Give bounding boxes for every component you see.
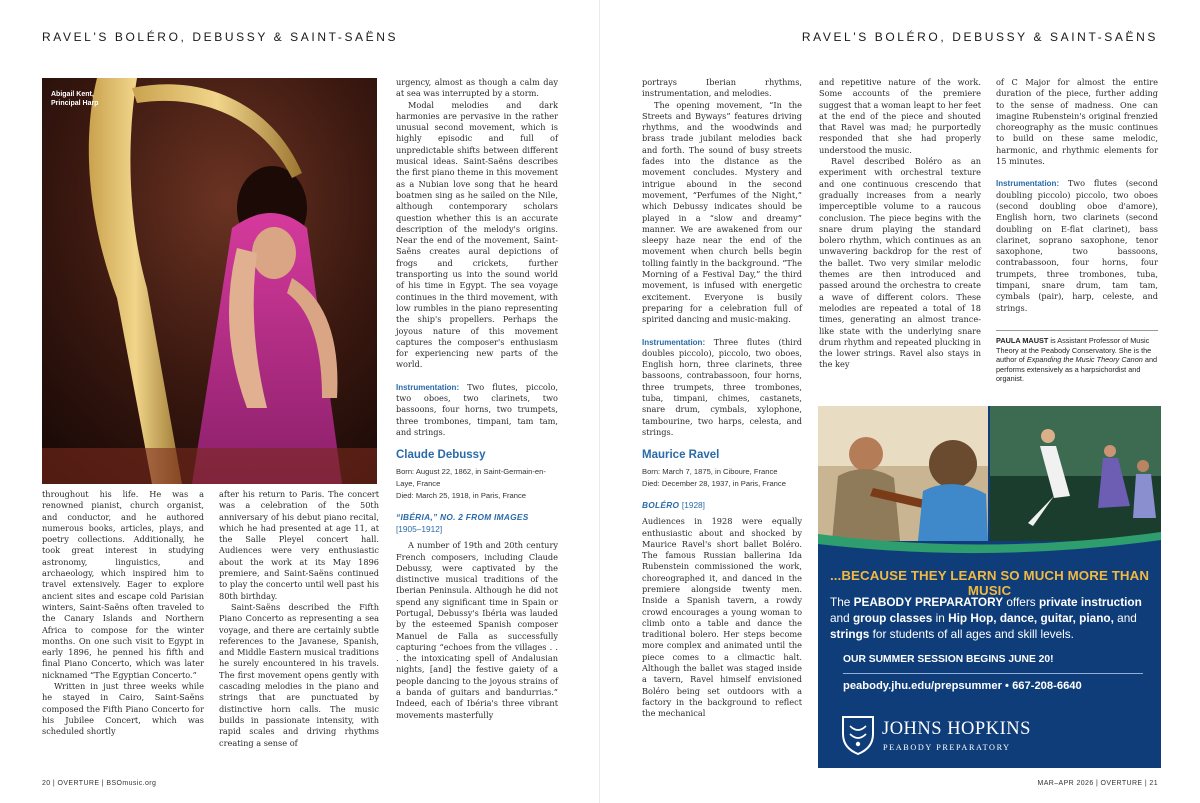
shield-icon <box>840 714 876 756</box>
column-5 <box>819 77 981 371</box>
column-2-paragraph-1: after his return to Paris. The concert was a celebration of the 50th anniversary of his debut piano recital, which he had presented at age 11, at the Salle Pleyel concert hall. Audiences were very enthusiastic about the work at its May 1896 premiere, and Saint-Saëns continued to play the concerto until well past his 80th birthday. <box>219 489 379 601</box>
ad-body-group-classes: group classes <box>852 611 933 625</box>
ad-body-private-instruction: private instruction <box>1038 595 1142 609</box>
photo-caption-name: Abigail Kent, <box>51 91 94 98</box>
ad-body-text: offers <box>1003 595 1039 609</box>
debussy-born: Born: August 22, 1862, in Saint-Germain-en-Laye, France <box>396 467 546 489</box>
column-4-paragraph-2: The opening movement, “In the Streets and Byways” features driving rhythms, and the woodwinds and brass trade jubilant melodies back and forth. The sound of busy streets fades into the distance as the movement concludes. Mystery and intrigue abound in the second movement, “Perfumes of the Night,” which Debussy indicates should be played in a “slow and dreamy” manner. We are awakened from our sleepy haze near the end of the movement when church bells begin tolling faintly in the background. “The Morning of a Festival Day,” the third movement, is infused with energetic excitement. Everyone is busily preparing for a celebration full of spirited dancing and music-making. <box>642 99 802 325</box>
bio-divider <box>996 330 1158 331</box>
column-4-paragraph-3: Audiences in 1928 were equally enthusiastic about and shocked by Maurice Ravel's short ballet Boléro. The famous Russian ballerina Ida Rubenstein commissioned the work, choreographed it, and danced in the premiere alongside twenty men. Inside a Spanish tavern, a rowdy crowd encourages a young woman to climb onto a table and dance the traditional bolero. Her steps become more complex and animated until the piece comes to a climactic halt. Although the ballet was staged inside a tavern, Ravel himself envisioned Boléro being set outdoors with a factory in the background to reflect the mechanical <box>642 516 802 719</box>
page-gutter <box>599 0 600 803</box>
work-heading-iberia <box>396 511 558 535</box>
ravel-instrumentation <box>996 178 1158 314</box>
photo-caption-role: Principal Harp <box>51 100 99 107</box>
ad-body <box>830 594 1152 642</box>
folio-right: MAR–APR 2026 | OVERTURE | 21 <box>1037 780 1158 787</box>
ad-contact-link[interactable]: peabody.jhu.edu/prepsummer • 667-208-6640 <box>843 680 1082 692</box>
author-name: PAULA MAUST <box>996 336 1049 345</box>
ad-body-text: in <box>932 611 949 625</box>
saint-saens-instrumentation <box>396 382 558 438</box>
debussy-instrumentation <box>642 337 802 439</box>
running-header-right: RAVEL'S BOLÉRO, DEBUSSY & SAINT-SAËNS <box>801 30 1158 44</box>
work-heading-bolero <box>642 499 802 511</box>
column-3-paragraph-3: A number of 19th and 20th century French composers, including Claude Debussy, were captivated by the distinctive musical traditions of the Iberian Peninsula. Although he did not spend any significant time in Spain or Portugal, Debussy's Ibéria was lauded by the esteemed Spanish composer Manuel de Falla as successfully capturing “echoes from the villages . . . the intoxicating spell of Andalusian nights, [and] the festive gaiety of a people dancing to the joyous strains of a banda of guitars and bandurrias.” Indeed, each of Ibéria's three vibrant movements masterfully <box>396 540 558 720</box>
column-5-paragraph-2: Ravel described Boléro as an experiment with orchestral texture and one continuous crescendo that gradually increases from a nearly imperceptible volume to a raucous conclusion. The piece begins with the snare drum playing the standard bolero rhythm, which continues as an unwavering backdrop for the rest of the ballet. Two very similar melodic themes are then introduced and passed around the orchestra to create a wave of different colors. These melodies are repeated a total of 18 times, generating an almost trance-like state with the underlying snare drum rhythm and repeated plucking in the lower strings. Ravel also stays in the key <box>819 156 981 370</box>
ad-body-peabody: PEABODY PREPARATORY <box>853 595 1004 609</box>
bio-text-1: is Assistant Professor of Music Theory at the Peabody Conservatory. She is the author of <box>996 336 1152 364</box>
ad-headline: ...BECAUSE THEY LEARN SO MUCH MORE THAN MUSIC <box>829 568 1150 598</box>
instrumentation-text: Two flutes (second doubling piccolo) piccolo, two oboes (second doubling oboe d'amore), English horn, two clarinets (second doubling on E-flat clarinet), bass clarinet, soprano saxophone, tenor saxophone, two bassoons, contrabassoon, four horns, four trumpets, three trombones, tuba, timpani, snare drum, tam tam, cymbals (pair), harp, celeste, and strings. <box>996 178 1158 313</box>
column-3-paragraph-1: urgency, almost as though a calm day at sea was interrupted by a storm. <box>396 77 558 99</box>
ad-wave <box>818 524 1161 564</box>
column-1 <box>42 489 204 738</box>
instrumentation-label: Instrumentation: <box>396 382 460 392</box>
photo-caption <box>51 90 98 108</box>
author-bio <box>996 336 1162 384</box>
instrumentation-text: Three flutes (third doubles piccolo), piccolo, two oboes, English horn, three clarinets, three bassoons, contrabassoon, four horns, three trumpets, three trombones, tuba, timpani, chimes, castanets, snare drum, cymbals, xylophone, tambourine, two harps, celesta, and strings. <box>642 336 802 437</box>
logo-wordmark: JOHNS HOPKINS <box>882 719 1031 739</box>
work-years-iberia: [1905–1912] <box>396 524 443 535</box>
ad-photos <box>818 406 1161 541</box>
folio-left: 20 | OVERTURE | BSOmusic.org <box>42 780 157 787</box>
column-3-paragraph-2: Modal melodies and dark harmonies are pervasive in the rather unusual second movement, which is highly episodic and full of unpredictable shifts between different musical ideas. Saint-Saëns describes the first piano theme in this movement as a Nubian love song that he heard boatmen sing as he sailed on the Nile, although contemporary scholars question whether this is an accurate description of the melody's origins. Near the end of the movement, Saint-Saëns creates aural depictions of frogs and crickets, further transporting us into the sound world of his time in Egypt. The sea voyage continues in the third movement, with low rumbles in the piano representing the ship's propellers. Perhaps the joyous nature of this movement captures the composer's enthusiasm for experiencing new parts of the world. <box>396 99 558 370</box>
running-header-left: RAVEL'S BOLÉRO, DEBUSSY & SAINT-SAËNS <box>42 30 399 44</box>
column-2 <box>219 489 379 749</box>
instrumentation-label: Instrumentation: <box>996 179 1060 189</box>
column-1-paragraph-2: Written in just three weeks while he stayed in Cairo, Saint-Saëns composed the Fifth Piano Concerto for his Jubilee Concert, which was scheduled shortly <box>42 681 204 737</box>
instrumentation-text: Two flutes, piccolo, two oboes, two clarinets, two bassoons, four horns, two trumpets, three trombones, timpani, tam tam, and strings. <box>396 381 558 437</box>
ad-body-text: for students of all ages and skill levels. <box>869 627 1074 641</box>
column-2-paragraph-2: Saint-Saëns described the Fifth Piano Concerto as representing a sea voyage, and there are certainly subtle references to the Javanese, Spanish, and Middle Eastern musical traditions he surely encountered in his travels. The first movement opens gently with cascading melodies in the piano and strings that are punctuated by distinctive horn calls. The music builds in passionate intensity, with rapid scales and driving rhythms creating a sense of <box>219 601 379 748</box>
column-4-paragraph-1: portrays Iberian rhythms, instrumentation, and melodies. <box>642 77 802 99</box>
composer-name-debussy: Claude Debussy <box>396 449 486 462</box>
ad-body-text: The <box>830 595 854 609</box>
column-6 <box>996 77 1158 314</box>
ad-summer-session: OUR SUMMER SESSION BEGINS JUNE 20! <box>843 654 1054 665</box>
bio-text-2: and performs extensively as a harpsichordist and organist. <box>996 355 1158 383</box>
harp-photo <box>42 78 377 484</box>
work-title-bolero: BOLÉRO <box>642 500 680 511</box>
ad-body-subjects: Hip Hop, dance, guitar, piano, <box>948 611 1114 625</box>
ad-body-text: and <box>1113 611 1137 625</box>
ad-body-strings: strings <box>830 627 870 641</box>
column-6-paragraph-1: of C Major for almost the entire duration of the piece, further adding to the sense of madness. One can imagine Rubenstein's original frenzied choreography as the music continues to build on these same melodic, harmonic, and rhythmic elements for 15 minutes. <box>996 77 1158 167</box>
column-4 <box>642 77 802 720</box>
composer-name-ravel: Maurice Ravel <box>642 449 720 462</box>
debussy-died: Died: March 25, 1918, in Paris, France <box>396 491 526 501</box>
column-5-paragraph-1: and repetitive nature of the work. Some accounts of the premiere suggest that a woman leapt to her feet at the end of the piece and shouted that Ravel was mad; he purportedly responded that she had properly understood the music. <box>819 77 981 155</box>
ad-divider <box>843 673 1143 674</box>
ravel-born: Born: March 7, 1875, in Ciboure, France <box>642 467 778 477</box>
ravel-died: Died: December 28, 1937, in Paris, France <box>642 479 786 489</box>
column-1-paragraph-1: throughout his life. He was a renowned pianist, church organist, and conductor, and he authored numerous books, articles, plays, and poetry collections. Additionally, he took great interest in studying astronomy, linguistics, and archaeology, which inspired him to travel extensively. Eager to explore ancient sites and escape cold Parisian winters, Saint-Saëns often traveled to the Canary Islands and Northern Africa to compose for the winter months. On one such visit to Egypt in early 1896, he penned his fifth and final Piano Concerto, which was later nicknamed “The Egyptian Concerto.” <box>42 489 204 680</box>
work-year-bolero: [1928] <box>681 500 705 511</box>
peabody-advertisement[interactable] <box>818 406 1161 768</box>
book-title: Expanding the Music Theory Canon <box>1026 355 1143 364</box>
column-3 <box>396 77 558 721</box>
ad-body-text: and <box>830 611 853 625</box>
logo-subtitle: PEABODY PREPARATORY <box>883 743 1011 752</box>
work-title-iberia: “IBÉRIA,” NO. 2 FROM IMAGES <box>396 512 529 523</box>
harp-photo-illustration <box>42 78 377 484</box>
instrumentation-label: Instrumentation: <box>642 337 706 347</box>
johns-hopkins-logo <box>840 712 1080 758</box>
